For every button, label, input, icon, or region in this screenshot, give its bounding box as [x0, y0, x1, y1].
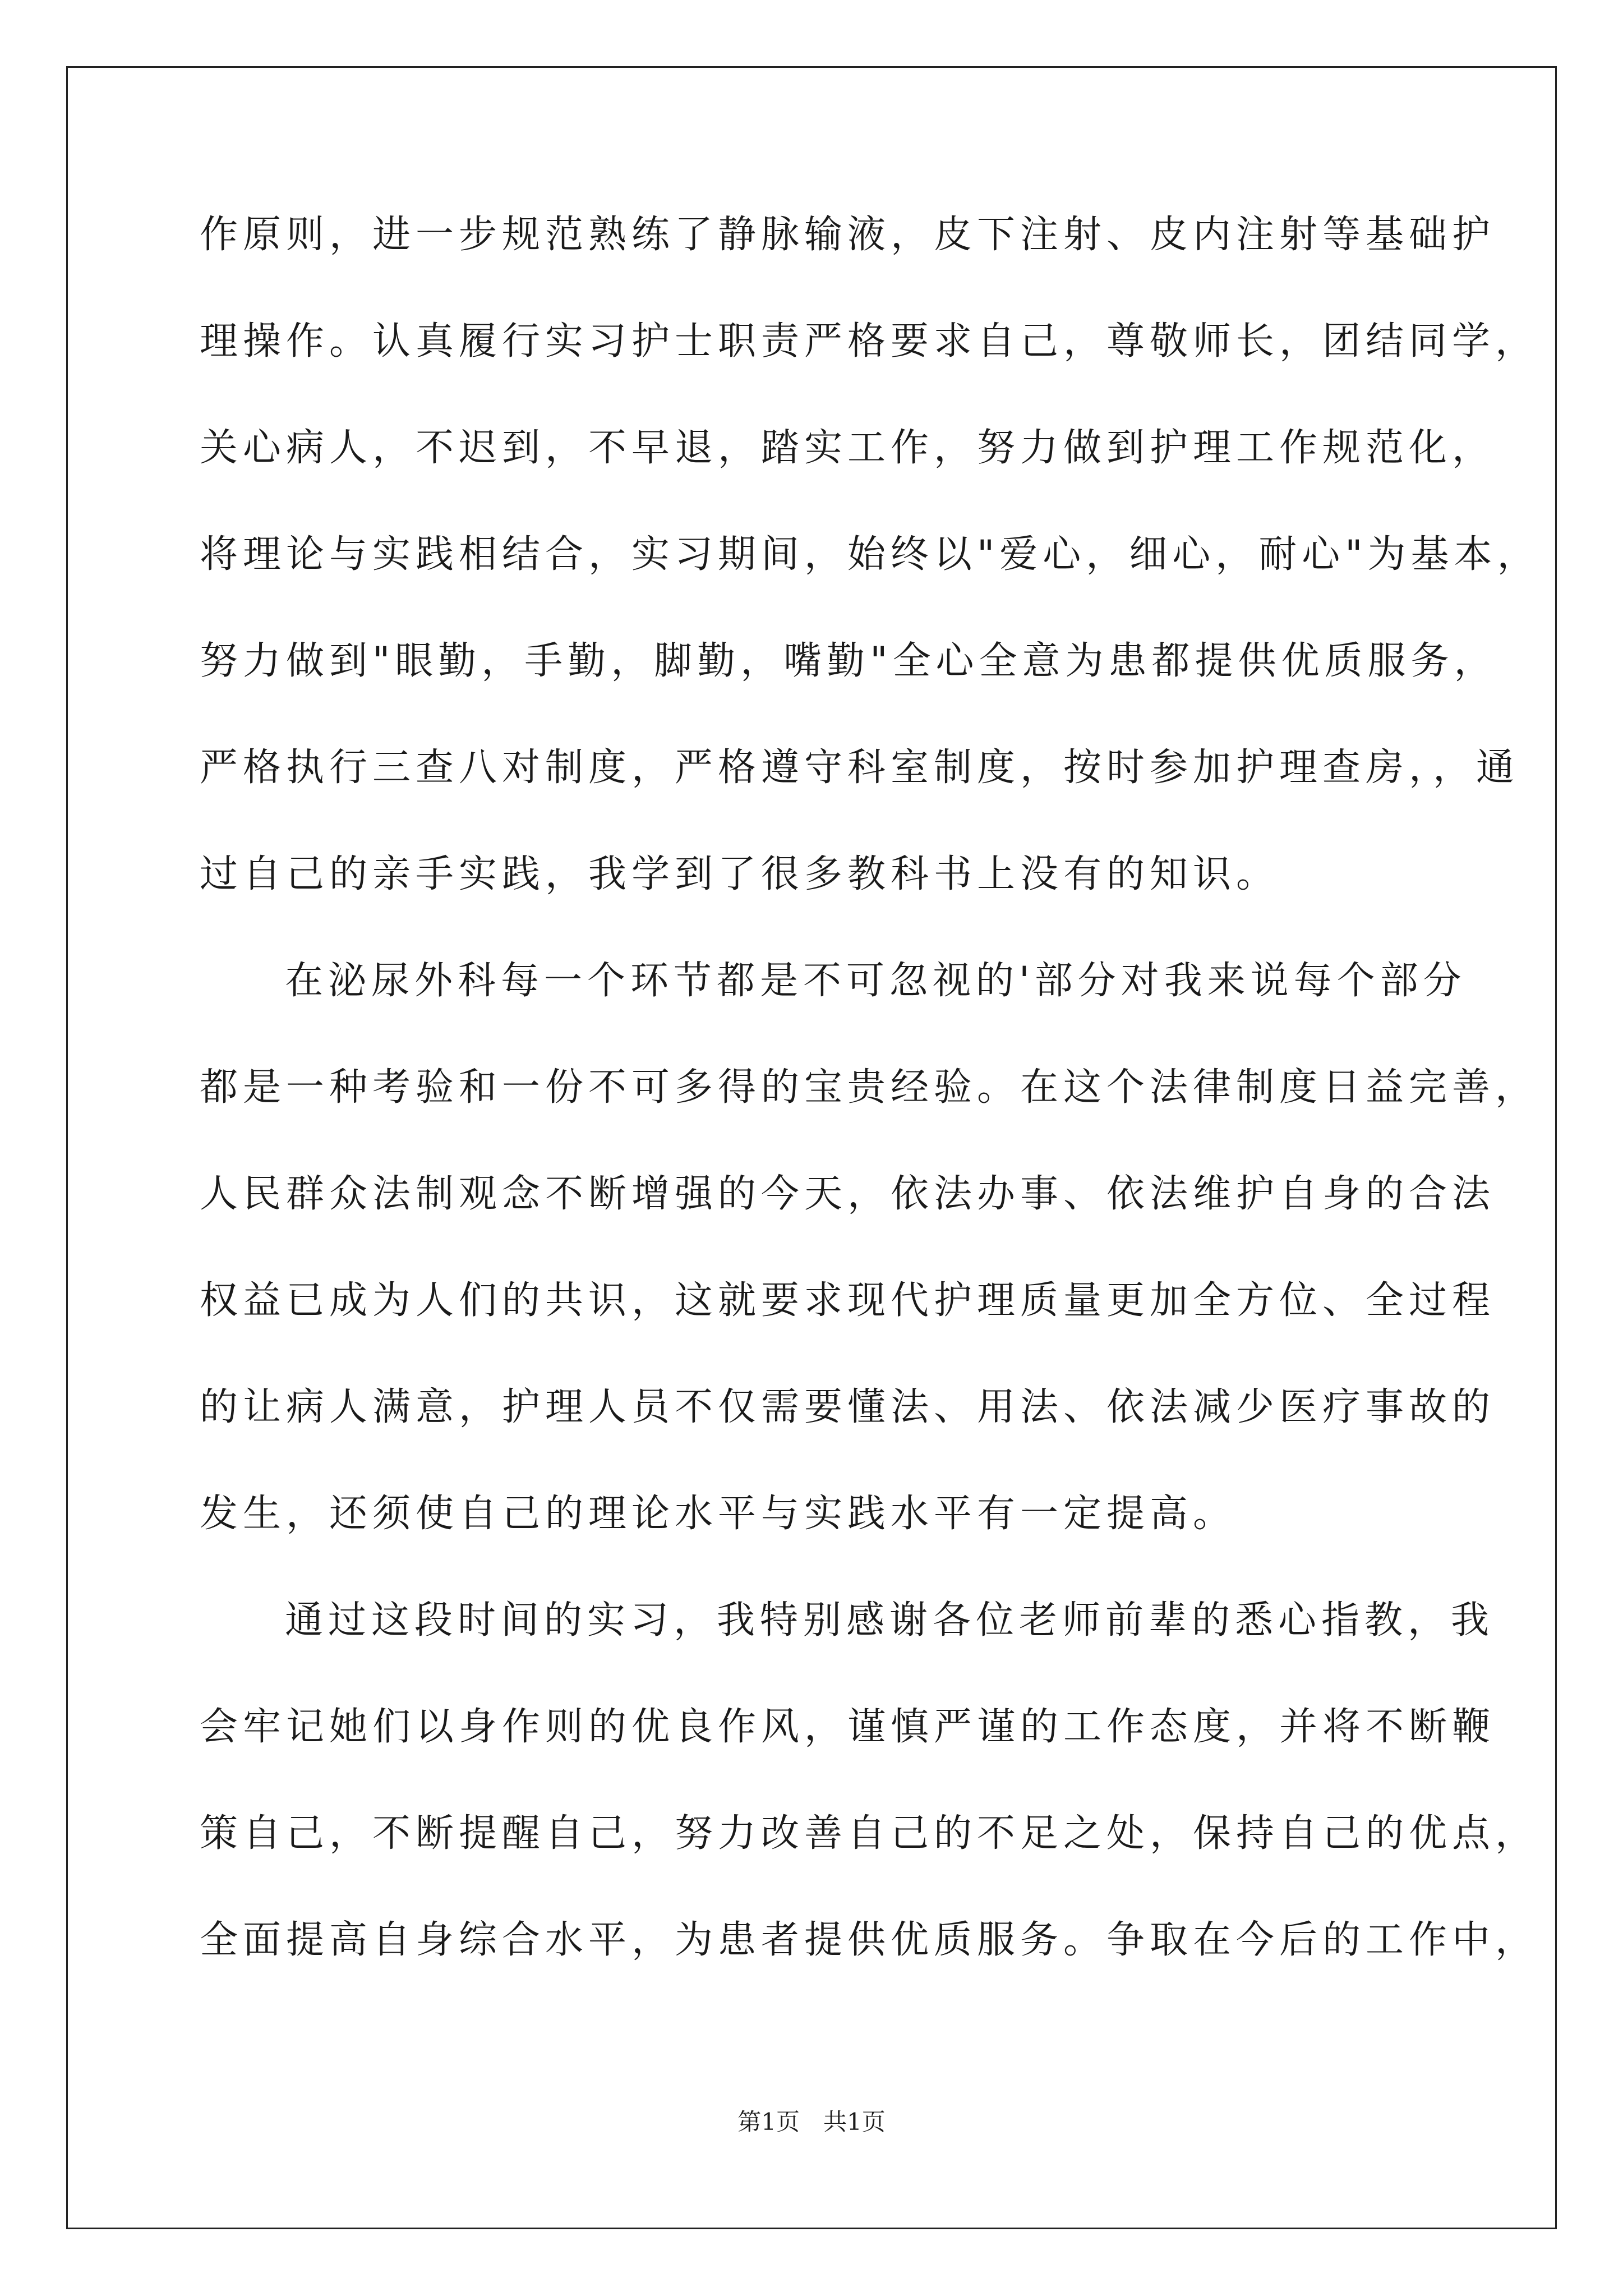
page-footer: 第1页 共1页 [737, 2108, 886, 2136]
text-line: 努力做到"眼勤，手勤，脚勤，嘴勤"全心全意为患都提供优质服务， [200, 639, 1497, 683]
text-line: 都是一种考验和一份不可多得的宝贵经验。在这个法律制度日益完善， [200, 1065, 1539, 1110]
text-line: 人民群众法制观念不断增强的今天，依法办事、依法维护自身的合法 [200, 1172, 1496, 1216]
text-line: 理操作。认真履行实习护士职责严格要求自己，尊敬师长，团结同学， [200, 319, 1539, 364]
text-line: 严格执行三查八对制度，严格遵守科室制度，按时参加护理查房，，通 [200, 746, 1520, 790]
document-body [200, 213, 1541, 2028]
text-line: 全面提高自身综合水平，为患者提供优质服务。争取在今后的工作中， [200, 1918, 1539, 1962]
text-line: 的让病人满意，护理人员不仅需要懂法、用法、依法减少医疗事故的 [200, 1385, 1496, 1429]
text-line: 过自己的亲手实践，我学到了很多教科书上没有的知识。 [200, 852, 1280, 896]
text-line: 发生，还须使自己的理论水平与实践水平有一定提高。 [200, 1492, 1237, 1536]
text-line: 权益已成为人们的共识，这就要求现代护理质量更加全方位、全过程 [200, 1278, 1496, 1323]
text-line: 策自己，不断提醒自己，努力改善自己的不足之处，保持自己的优点， [200, 1811, 1539, 1856]
text-line: 会牢记她们以身作则的优良作风，谨慎严谨的工作态度，并将不断鞭 [200, 1705, 1496, 1749]
text-line: 作原则，进一步规范熟练了静脉输液，皮下注射、皮内注射等基础护 [200, 213, 1496, 257]
text-line: 将理论与实践相结合，实习期间，始终以"爱心，细心，耐心"为基本， [200, 532, 1541, 577]
text-line: 在泌尿外科每一个环节都是不可忽视的'部分对我来说每个部分 [285, 959, 1467, 1003]
text-line: 关心病人，不迟到，不早退，踏实工作，努力做到护理工作规范化， [200, 426, 1496, 470]
text-line: 通过这段时间的实习，我特别感谢各位老师前辈的悉心指教，我 [285, 1598, 1495, 1642]
